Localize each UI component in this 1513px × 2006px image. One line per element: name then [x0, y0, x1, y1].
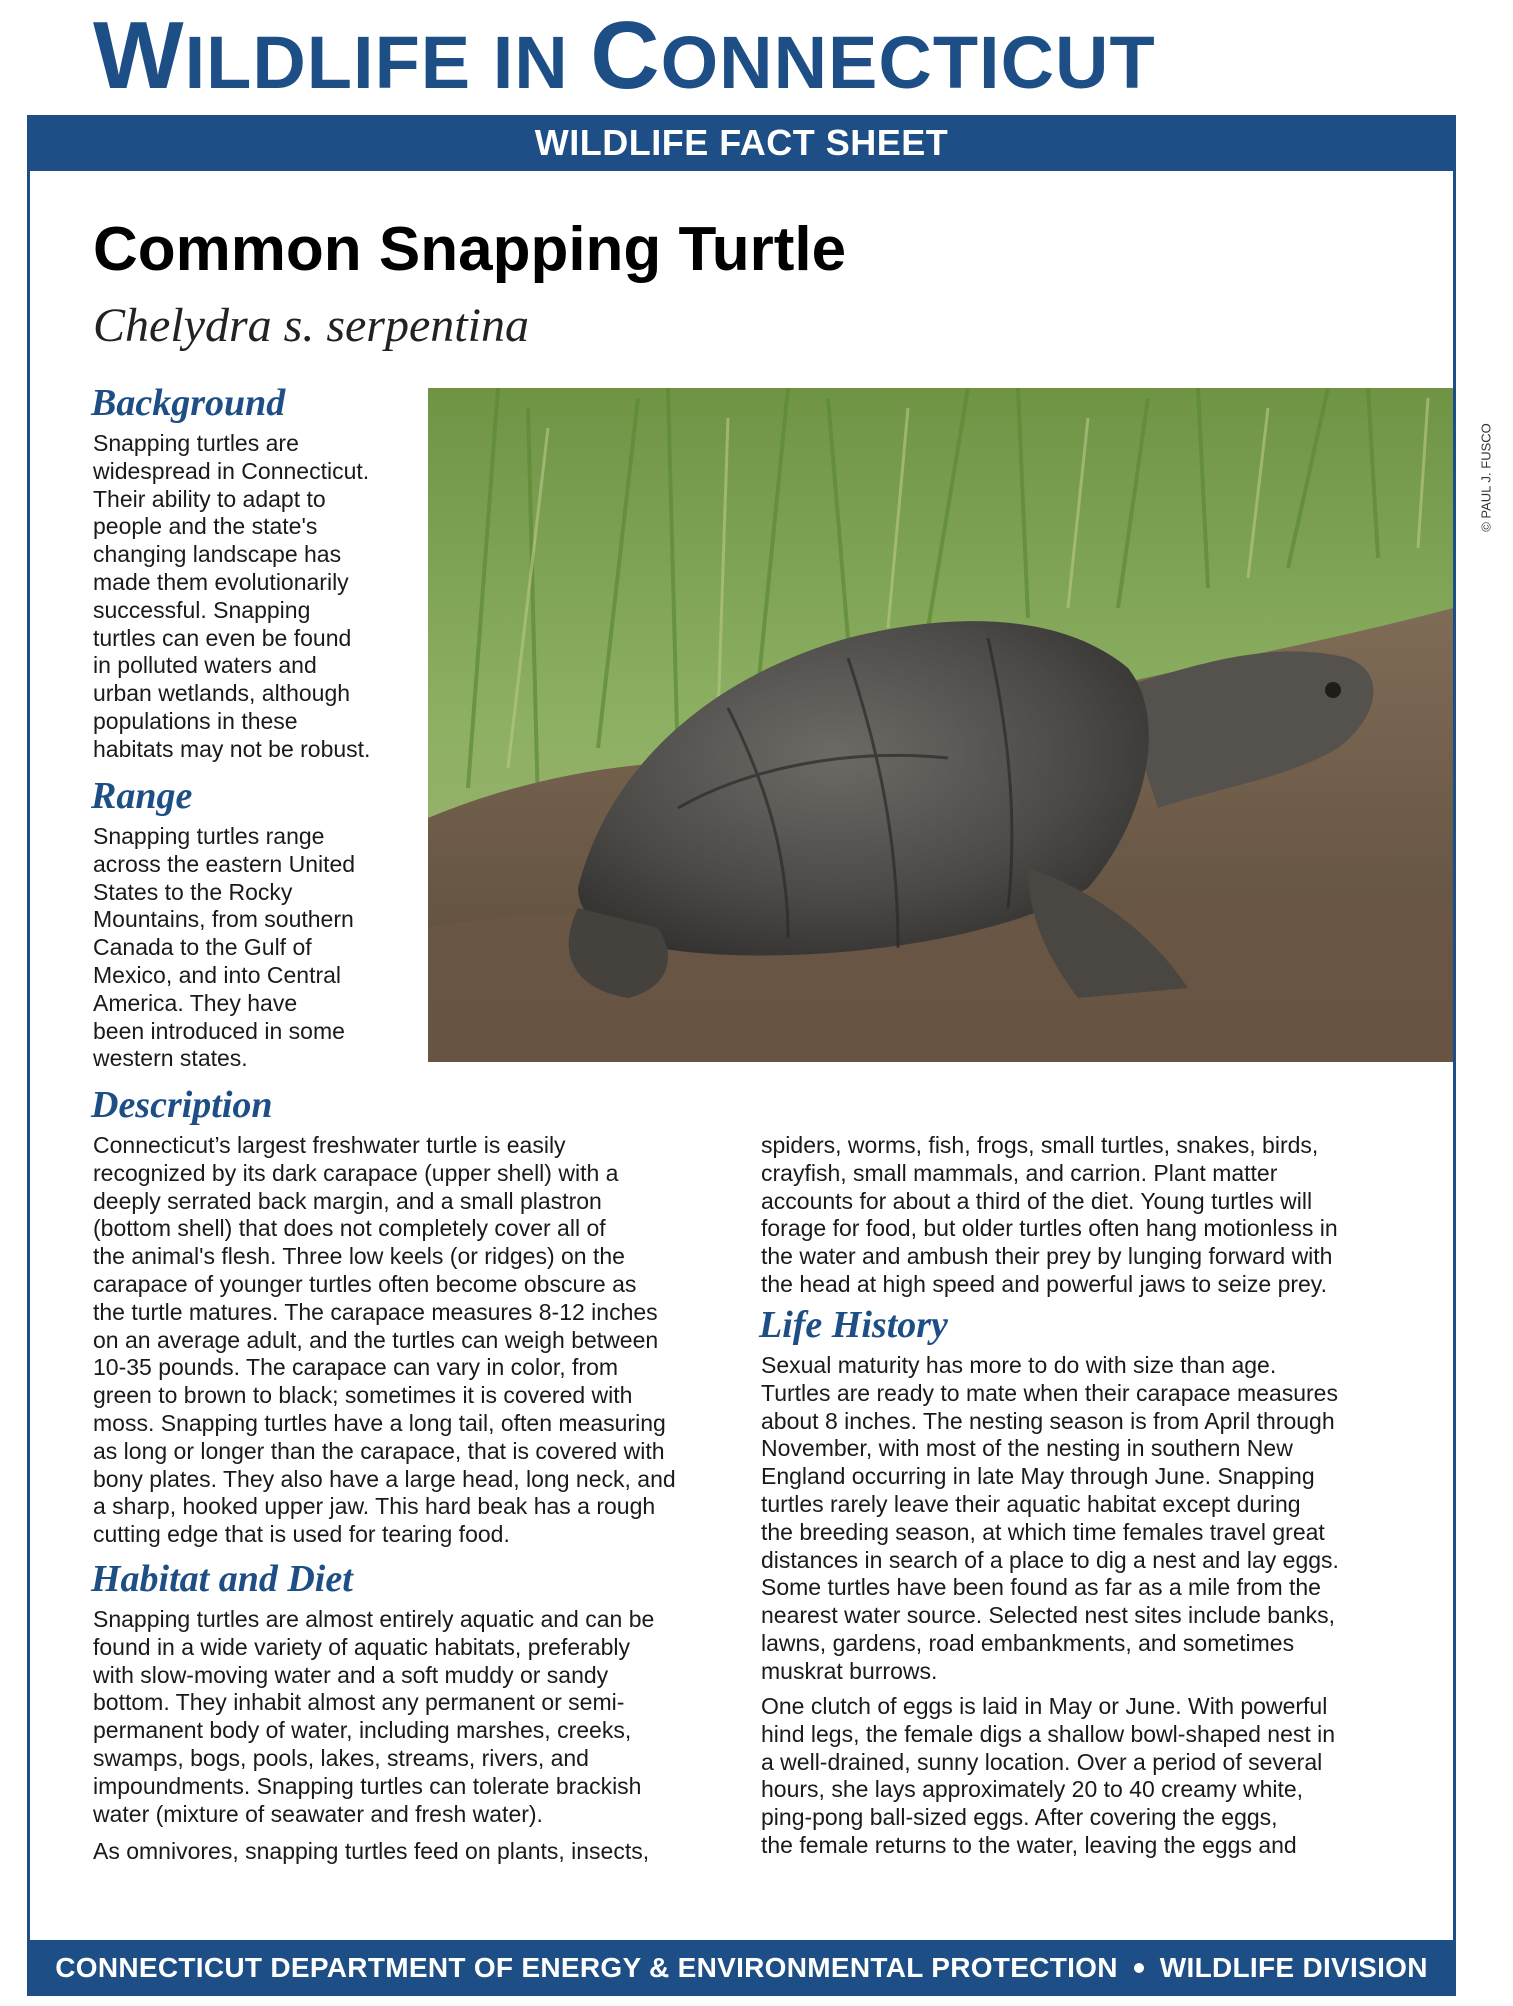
photo-credit: © PAUL J. FUSCO: [1478, 423, 1494, 532]
masthead-word: ONNECTICUT: [660, 21, 1156, 104]
bullet-icon: [1134, 1963, 1144, 1973]
footer-division: WILDLIFE DIVISION: [1159, 1952, 1428, 1983]
background-text: Snapping turtles are widespread in Connecticut. Their ability to adapt to people and the state's changing landscape has made them evolutionarily successful. Snapping turtles can even be found in polluted waters and urban wetlands, although populations in these habitats may not be robust.: [93, 430, 371, 762]
page-title: Common Snapping Turtle: [93, 215, 847, 284]
masthead-word: IN: [492, 21, 591, 104]
turtle-illustration: [428, 388, 1453, 1062]
life-history-text-2: One clutch of eggs is laid in May or June. With powerful hind legs, the female digs a shallow bowl-shaped nest in a well-drained, sunny location. Over a period of several hours, she lays approximately 20 to 40 creamy white, ping-pong ball-sized eggs. After covering the eggs, the female returns to the water, leaving the eggs and: [761, 1693, 1336, 1858]
range-text: Snapping turtles range across the eastern United States to the Rocky Mountains, from southern Canada to the Gulf of Mexico, and into Central America. They have been introduced in some western states.: [93, 823, 356, 1072]
turtle-photo: [428, 388, 1453, 1062]
life-history-text: Sexual maturity has more to do with size than age. Turtles are ready to mate when their carapace measures about 8 inches. The nesting season is from April through November, with most of the nesting in southern New England occurring in late May through June. Snapping turtles rarely leave their aquatic habitat except during the breeding season, at which time females travel great distances in search of a place to dig a nest and lay eggs. Some turtles have been found as far as a mile from the nearest water source. Selected nest sites include banks, lawns, gardens, road embankments, and sometimes muskrat burrows.: [761, 1352, 1339, 1684]
masthead-title: [93, 2, 1433, 113]
masthead-word: ILDLIFE: [184, 21, 493, 104]
scientific-name: Chelydra s. serpentina: [93, 299, 529, 352]
page-frame-left: [27, 171, 30, 1941]
heading-range: Range: [91, 775, 193, 817]
masthead-letter: W: [93, 2, 185, 109]
diet-continued-text: spiders, worms, fish, frogs, small turtles, snakes, birds, crayfish, small mammals, and carrion. Plant matter accounts for about a third of the diet. Young turtles will forage for food, but older turtles often hang motionless in the water and ambush their prey by lunging forward with the head at high speed and powerful jaws to seize prey.: [761, 1132, 1338, 1297]
masthead-letter: C: [590, 2, 661, 109]
habitat-text-2: As omnivores, snapping turtles feed on plants, insects,: [93, 1838, 650, 1864]
heading-description: Description: [91, 1084, 273, 1126]
habitat-text: Snapping turtles are almost entirely aquatic and can be found in a wide variety of aquatic habitats, preferably with slow-moving water and a soft muddy or sandy bottom. They inhabit almost any permanent or semi- permanent body of water, including marshes, creeks, swamps, bogs, pools, lakes, streams, rivers, and impoundments. Snapping turtles can tolerate brackish water (mixture of seawater and fresh water).: [93, 1606, 655, 1827]
heading-background: Background: [91, 382, 286, 424]
heading-habitat-diet: Habitat and Diet: [91, 1558, 353, 1600]
page-frame-right: [1453, 171, 1456, 1941]
footer-banner: [27, 1940, 1456, 1996]
fact-sheet-banner: WILDLIFE FACT SHEET: [27, 115, 1456, 171]
footer-department: CONNECTICUT DEPARTMENT OF ENERGY & ENVIRONMENTAL PROTECTION: [55, 1952, 1118, 1983]
description-text: Connecticut’s largest freshwater turtle is easily recognized by its dark carapace (upper shell) with a deeply serrated back margin, and a small plastron (bottom shell) that does not completely cover all of the animal's flesh. Three low keels (or ridges) on the carapace of younger turtles often become obscure as the turtle matures. The carapace measures 8-12 inches on an average adult, and the turtles can weigh between 10-35 pounds. The carapace can vary in color, from green to brown to black; sometimes it is covered with moss. Snapping turtles have a long tail, often measuring as long or longer than the carapace, that is covered with bony plates. They also have a large head, long neck, and a sharp, hooked upper jaw. This hard beak has a rough cutting edge that is used for tearing food.: [93, 1132, 676, 1548]
heading-life-history: Life History: [759, 1304, 948, 1346]
